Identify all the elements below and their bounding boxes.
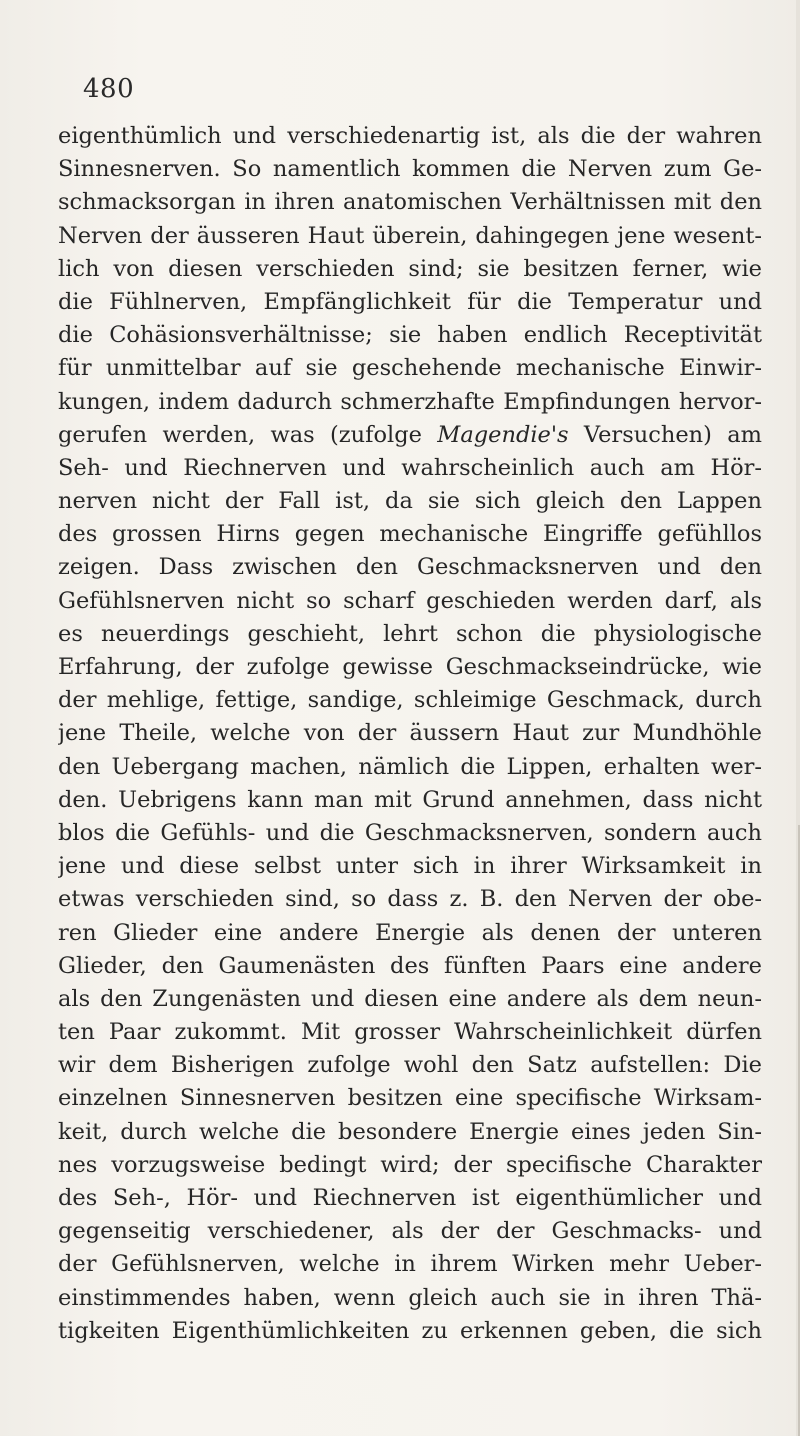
text-line: etwas verschieden sind, so dass z. B. den Nerven der obe- xyxy=(58,886,762,913)
text-line: zeigen. Dass zwischen den Geschmacksnerven und den xyxy=(58,554,762,581)
text-line: einzelnen Sinnesnerven besitzen eine specifische Wirksam- xyxy=(58,1085,762,1112)
text-line: ten Paar zukommt. Mit grosser Wahrscheinlichkeit dürfen xyxy=(58,1019,762,1046)
text-line: den Uebergang machen, nämlich die Lippen, erhalten wer- xyxy=(58,753,762,780)
text-line: Glieder, den Gaumenästen des fünften Paars eine andere xyxy=(58,952,762,979)
text-line: der mehlige, fettige, sandige, schleimige Geschmack, durch xyxy=(58,687,762,714)
text-line: jene und diese selbst unter sich in ihrer Wirksamkeit in xyxy=(58,853,762,880)
body-text xyxy=(58,120,762,1348)
text-line: für unmittelbar auf sie geschehende mechanische Einwir- xyxy=(58,355,762,382)
text-line: gegenseitig verschiedener, als der der Geschmacks- und xyxy=(58,1218,762,1245)
italic-author-name: Magendie's xyxy=(437,421,569,448)
text-line: Sinnesnerven. So namentlich kommen die Nerven zum Ge- xyxy=(58,156,762,183)
text-line: nes vorzugsweise bedingt wird; der specifische Charakter xyxy=(58,1151,762,1178)
text-line: des Seh-, Hör- und Riechnerven ist eigenthümlicher und xyxy=(58,1185,762,1211)
text-line: tigkeiten Eigenthümlichkeiten zu erkennen geben, die sich xyxy=(58,1317,762,1344)
text-line: es neuerdings geschieht, lehrt schon die physiologische xyxy=(58,620,762,647)
text-line: jene Theile, welche von der äussern Haut zur Mundhöhle xyxy=(58,720,762,747)
text-line: die Fühlnerven, Empfänglichkeit für die Temperatur und xyxy=(58,288,762,315)
text-line: nerven nicht der Fall ist, da sie sich gleich den Lappen xyxy=(58,488,762,515)
text-line: blos die Gefühls- und die Geschmacksnerven, sondern auch xyxy=(58,819,762,846)
text-line-with-citation: gerufen werden, was (zufolge Magendie's Versuchen) am xyxy=(58,421,762,448)
text-line: Gefühlsnerven nicht so scharf geschieden werden darf, als xyxy=(58,587,762,614)
page-number: 480 xyxy=(83,74,135,104)
text-line: kungen, indem dadurch schmerzhafte Empfindungen hervor- xyxy=(58,388,762,415)
text-line: Erfahrung, der zufolge gewisse Geschmackseindrücke, wie xyxy=(58,654,762,680)
text-line: keit, durch welche die besondere Energie eines jeden Sin- xyxy=(58,1118,762,1145)
text-line: wir dem Bisherigen zufolge wohl den Satz aufstellen: Die xyxy=(58,1052,762,1079)
text-line: einstimmendes haben, wenn gleich auch sie in ihren Thä- xyxy=(58,1284,762,1311)
text-line: eigenthümlich und verschiedenartig ist, als die der wahren xyxy=(58,123,762,149)
text-line: der Gefühlsnerven, welche in ihrem Wirken mehr Ueber- xyxy=(58,1251,762,1278)
text-line: Nerven der äusseren Haut überein, dahingegen jene wesent- xyxy=(58,222,762,249)
text-line: des grossen Hirns gegen mechanische Eingriffe gefühllos xyxy=(58,521,762,548)
text-line: lich von diesen verschieden sind; sie besitzen ferner, wie xyxy=(58,255,762,282)
text-line: den. Uebrigens kann man mit Grund annehmen, dass nicht xyxy=(58,786,762,813)
text-line: Seh- und Riechnerven und wahrscheinlich auch am Hör- xyxy=(58,454,762,481)
text-line: die Cohäsionsverhältnisse; sie haben endlich Receptivität xyxy=(58,322,762,349)
text-line: ren Glieder eine andere Energie als denen der unteren xyxy=(58,919,762,946)
text-line: schmacksorgan in ihren anatomischen Verhältnissen mit den xyxy=(58,189,762,216)
text-line: als den Zungenästen und diesen eine andere als dem neun- xyxy=(58,985,762,1012)
